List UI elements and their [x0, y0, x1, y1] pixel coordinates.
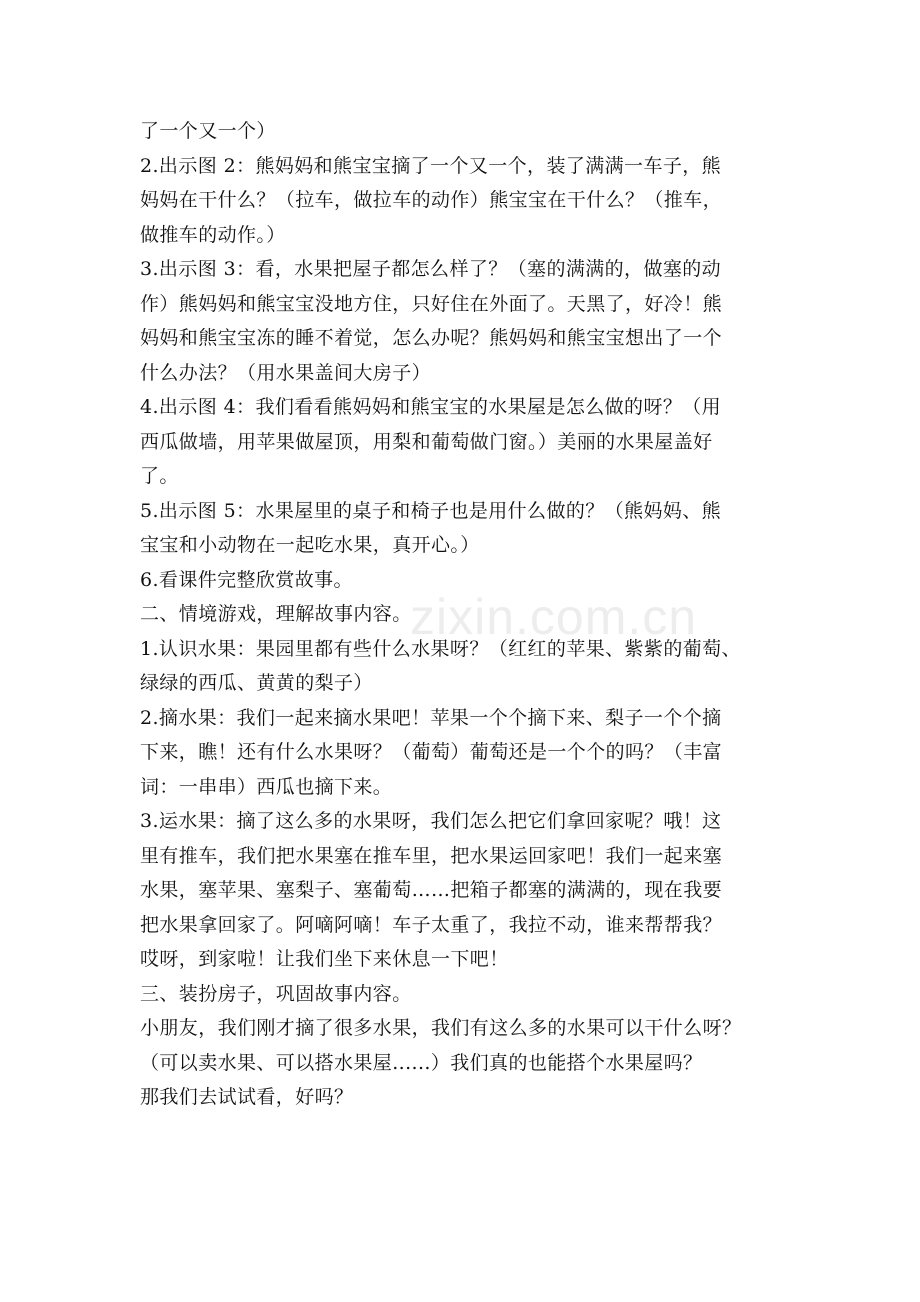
text-line: 3.运水果：摘了这么多的水果呀，我们怎么把它们拿回家呢？哦！这 [140, 810, 722, 832]
text-line: 了一个又一个） [140, 120, 276, 142]
text-line: （可以卖水果、可以搭水果屋......）我们真的也能搭个水果屋吗？ [140, 1051, 703, 1074]
text-line: 5.出示图 5：水果屋里的桌子和椅子也是用什么做的？（熊妈妈、熊 [140, 499, 722, 522]
text-line: 下来，瞧！还有什么水果呀？（葡萄）葡萄还是一个个的吗？（丰富 [140, 741, 723, 763]
text-line: 里有推车，我们把水果塞在推车里，把水果运回家吧！我们一起来塞 [140, 844, 723, 867]
text-line: 妈妈在干什么？（拉车，做拉车的动作）熊宝宝在干什么？（推车， [140, 189, 723, 211]
text-line: 把水果拿回家了。阿嘀阿嘀！车子太重了，我拉不动，谁来帮帮我？ [140, 913, 723, 936]
text-line: 水果，塞苹果、塞梨子、塞葡萄……把箱子都塞的满满的，现在我要 [140, 879, 723, 901]
section-heading: 二、情境游戏，理解故事内容。 [140, 603, 412, 625]
document-body [140, 114, 790, 1115]
text-line: 4.出示图 4：我们看看熊妈妈和熊宝宝的水果屋是怎么做的呀？（用 [140, 396, 722, 418]
text-line: 小朋友，我们刚才摘了很多水果，我们有这么多的水果可以干什么呀？ [140, 1017, 742, 1039]
text-line: 什么办法？（用水果盖间大房子） [140, 361, 432, 384]
text-line: 6.看课件完整欣赏故事。 [140, 568, 353, 591]
text-line: 2.出示图 2：熊妈妈和熊宝宝摘了一个又一个，装了满满一车子，熊 [140, 154, 722, 177]
text-line: 那我们去试试看，好吗？ [140, 1086, 354, 1108]
text-line: 2.摘水果：我们一起来摘水果吧！苹果一个个摘下来、梨子一个个摘 [140, 706, 722, 729]
section-heading: 三、装扮房子，巩固故事内容。 [140, 982, 412, 1005]
text-line: 3.出示图 3：看，水果把屋子都怎么样了？（塞的满满的，做塞的动 [140, 258, 722, 280]
text-line: 词：一串串）西瓜也摘下来。 [140, 775, 393, 798]
text-line: 做推车的动作。） [140, 223, 286, 246]
text-line: 作）熊妈妈和熊宝宝没地方住，只好住在外面了。天黑了，好冷！熊 [140, 292, 723, 315]
text-line: 宝宝和小动物在一起吃水果，真开心。） [140, 534, 480, 556]
text-line: 西瓜做墙，用苹果做屋顶，用梨和葡萄做门窗。）美丽的水果屋盖好 [140, 430, 713, 453]
text-line: 妈妈和熊宝宝冻的睡不着觉，怎么办呢？熊妈妈和熊宝宝想出了一个 [140, 327, 723, 349]
text-line: 了。 [140, 465, 179, 487]
watermark: zixin.com.cn [410, 589, 698, 645]
text-line: 1.认识水果：果园里都有些什么水果呀？（红红的苹果、紫紫的葡萄、 [140, 637, 741, 660]
text-line: 绿绿的西瓜、黄黄的梨子） [140, 672, 373, 694]
text-line: 哎呀，到家啦！让我们坐下来休息一下吧！ [140, 948, 509, 970]
